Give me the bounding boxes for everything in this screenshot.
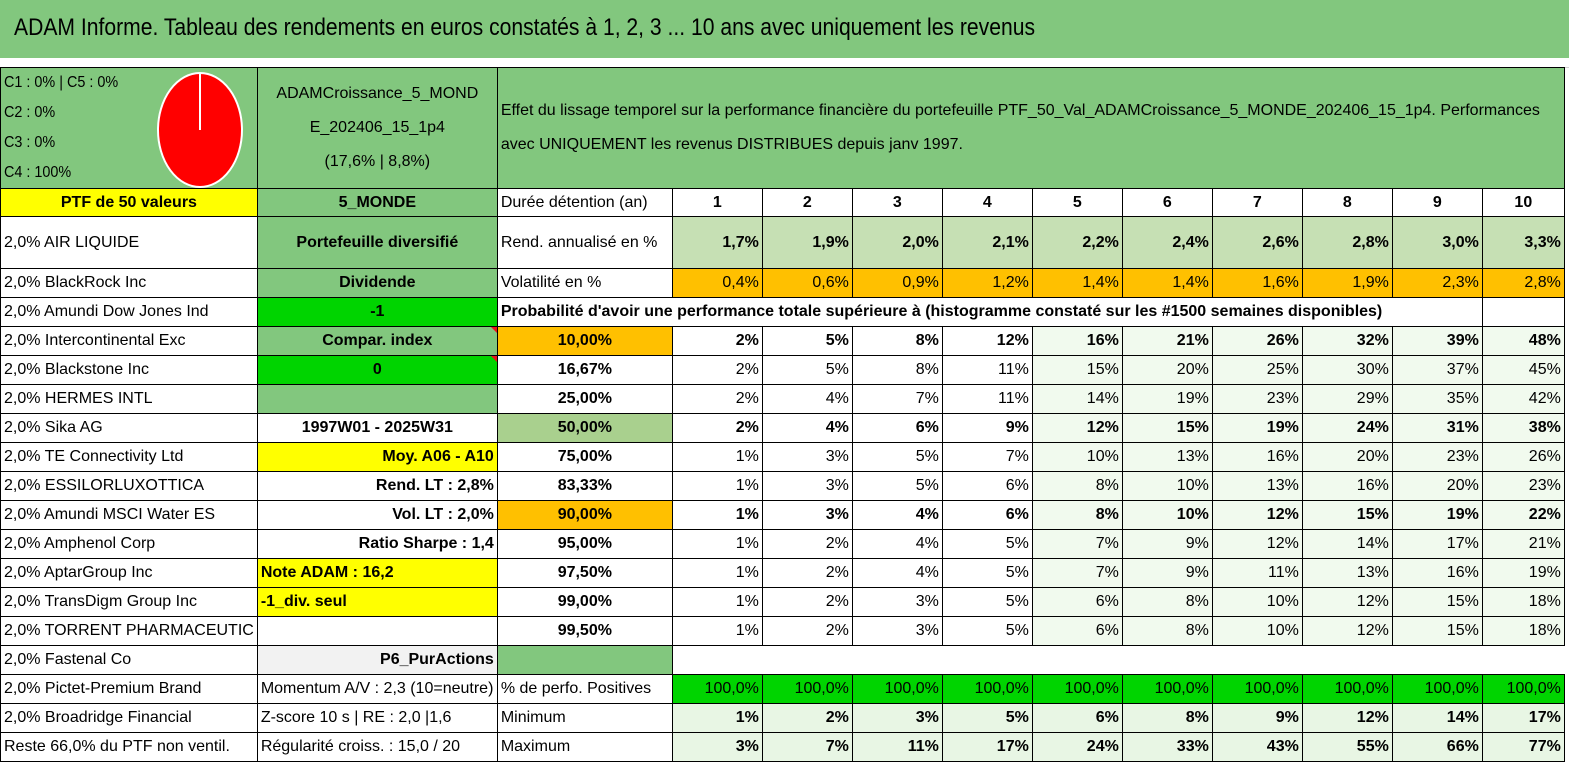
info-dividend-value: -1 (257, 298, 497, 327)
proba-value: 9% (1122, 559, 1212, 588)
positive-value: 100,0% (1212, 675, 1302, 704)
holding-name: 2,0% Pictet-Premium Brand (1, 675, 258, 704)
proba-value: 4% (852, 501, 942, 530)
positive-value: 100,0% (942, 675, 1032, 704)
proba-value: 10% (1212, 617, 1302, 646)
table-row (1, 501, 1565, 530)
proba-value: 3% (762, 501, 852, 530)
proba-value: 8% (852, 327, 942, 356)
info-momentum: Momentum A/V : 2,3 (10=neutre) (257, 675, 497, 704)
strategy-line: ADAMCroissance_5_MOND (276, 85, 479, 102)
table-row (1, 472, 1565, 501)
proba-value: 10% (1032, 443, 1122, 472)
holding-name: 2,0% AptarGroup Inc (1, 559, 258, 588)
proba-value: 13% (1122, 443, 1212, 472)
proba-value: 1% (672, 559, 762, 588)
proba-value: 5% (942, 617, 1032, 646)
empty-green-cell (497, 646, 672, 675)
proba-value: 17% (1392, 530, 1482, 559)
proba-value: 30% (1302, 356, 1392, 385)
proba-value: 48% (1482, 327, 1564, 356)
strategy-line: (17,6% | 8,8%) (324, 153, 431, 170)
proba-value: 26% (1482, 443, 1564, 472)
holding-name: 2,0% Amundi Dow Jones Ind (1, 298, 258, 327)
proba-value: 1% (672, 501, 762, 530)
report-title-bar (0, 0, 1569, 62)
proba-value: 12% (942, 327, 1032, 356)
proba-value: 6% (1032, 588, 1122, 617)
positive-value: 100,0% (1122, 675, 1212, 704)
info-compar: Compar. index (257, 327, 497, 356)
rend-value: 1,7% (672, 217, 762, 269)
vol-value: 2,3% (1392, 269, 1482, 298)
table-row (1, 733, 1565, 762)
table-row (1, 217, 1565, 269)
proba-value: 6% (942, 501, 1032, 530)
proba-value: 31% (1392, 414, 1482, 443)
min-value: 1% (672, 704, 762, 733)
proba-value: 2% (672, 414, 762, 443)
proba-value: 4% (852, 530, 942, 559)
proba-value: 42% (1482, 385, 1564, 414)
min-label: Minimum (497, 704, 672, 733)
proba-value: 5% (942, 530, 1032, 559)
table-row (1, 646, 1565, 675)
proba-threshold: 95,00% (497, 530, 672, 559)
max-value: 43% (1212, 733, 1302, 762)
holding-name: 2,0% TransDigm Group Inc (1, 588, 258, 617)
proba-value: 10% (1122, 472, 1212, 501)
proba-value: 3% (852, 588, 942, 617)
proba-value: 14% (1032, 385, 1122, 414)
proba-value: 2% (762, 559, 852, 588)
min-value: 17% (1482, 704, 1564, 733)
proba-value: 18% (1482, 617, 1564, 646)
rend-value: 2,0% (852, 217, 942, 269)
proba-value: 8% (1122, 588, 1212, 617)
info-period: 1997W01 - 2025W31 (257, 414, 497, 443)
allocation-line: C4 : 100% (4, 164, 72, 181)
proba-value: 15% (1122, 414, 1212, 443)
proba-value: 5% (852, 472, 942, 501)
table-row (1, 414, 1565, 443)
year-header: 6 (1122, 189, 1212, 217)
vol-value: 0,4% (672, 269, 762, 298)
allocation-line: C3 : 0% (4, 134, 56, 151)
proba-value: 11% (942, 356, 1032, 385)
rend-value: 1,9% (762, 217, 852, 269)
vol-value: 1,4% (1032, 269, 1122, 298)
rend-label: Rend. annualisé en % (497, 217, 672, 269)
holding-name: 2,0% Amundi MSCI Water ES (1, 501, 258, 530)
info-empty (257, 617, 497, 646)
rend-value: 2,6% (1212, 217, 1302, 269)
holding-name: 2,0% Intercontinental Exc (1, 327, 258, 356)
max-label: Maximum (497, 733, 672, 762)
proba-value: 21% (1122, 327, 1212, 356)
info-rend-lt: Rend. LT : 2,8% (257, 472, 497, 501)
info-diversified: Portefeuille diversifié (257, 217, 497, 269)
proba-threshold: 50,00% (497, 414, 672, 443)
info-note: Note ADAM : 16,2 (257, 559, 497, 588)
proba-value: 13% (1212, 472, 1302, 501)
header-row (1, 68, 1565, 189)
proba-value: 3% (852, 617, 942, 646)
allocation-line: C2 : 0% (4, 104, 56, 121)
max-value: 7% (762, 733, 852, 762)
holding-name: 2,0% TE Connectivity Ltd (1, 443, 258, 472)
year-header: 10 (1482, 189, 1564, 217)
proba-value: 26% (1212, 327, 1302, 356)
proba-value: 14% (1302, 530, 1392, 559)
proba-value: 23% (1392, 443, 1482, 472)
proba-value: 5% (852, 443, 942, 472)
proba-value: 2% (762, 588, 852, 617)
proba-value: 5% (762, 356, 852, 385)
column-header-row (1, 189, 1565, 217)
min-value: 14% (1392, 704, 1482, 733)
table-row (1, 617, 1565, 646)
year-header: 5 (1032, 189, 1122, 217)
min-value: 8% (1122, 704, 1212, 733)
proba-value: 1% (672, 617, 762, 646)
proba-value: 20% (1302, 443, 1392, 472)
proba-value: 13% (1302, 559, 1392, 588)
proba-value: 7% (1032, 530, 1122, 559)
holding-name: 2,0% BlackRock Inc (1, 269, 258, 298)
rend-value: 2,4% (1122, 217, 1212, 269)
table-row (1, 443, 1565, 472)
proba-value: 1% (672, 443, 762, 472)
vol-value: 1,6% (1212, 269, 1302, 298)
empty-cell (1482, 298, 1564, 327)
max-value: 17% (942, 733, 1032, 762)
max-value: 11% (852, 733, 942, 762)
proba-value: 35% (1392, 385, 1482, 414)
max-value: 55% (1302, 733, 1392, 762)
duration-header: Durée détention (an) (497, 189, 672, 217)
zone-header: 5_MONDE (257, 189, 497, 217)
proba-value: 37% (1392, 356, 1482, 385)
proba-value: 12% (1032, 414, 1122, 443)
holding-name: 2,0% AIR LIQUIDE (1, 217, 258, 269)
description-cell: Effet du lissage temporel sur la performance financière du portefeuille PTF_50_Val_ADAMCroissance_5_MONDE_202406_15_1p4. Performances avec UNIQUEMENT les revenus DISTRIBUES depuis janv 1997. (497, 68, 1564, 189)
positive-value: 100,0% (672, 675, 762, 704)
info-div-seul: -1_div. seul (257, 588, 497, 617)
allocation-pie-chart (157, 71, 243, 189)
proba-value: 11% (1212, 559, 1302, 588)
proba-value: 12% (1212, 530, 1302, 559)
report-title: ADAM Informe. Tableau des rendements en euros constatés à 1, 2, 3 ... 10 ans avec uniquement les revenus (14, 14, 1036, 41)
year-header: 7 (1212, 189, 1302, 217)
holding-name: 2,0% ESSILORLUXOTTICA (1, 472, 258, 501)
proba-value: 12% (1302, 588, 1392, 617)
allocation-line: C1 : 0% | C5 : 0% (4, 74, 119, 91)
info-p6: P6_PurActions (257, 646, 497, 675)
positive-value: 100,0% (762, 675, 852, 704)
proba-value: 9% (942, 414, 1032, 443)
proba-value: 19% (1392, 501, 1482, 530)
proba-value: 4% (762, 385, 852, 414)
info-dividend: Dividende (257, 269, 497, 298)
rend-value: 3,0% (1392, 217, 1482, 269)
proba-value: 21% (1482, 530, 1564, 559)
proba-threshold: 25,00% (497, 385, 672, 414)
max-value: 77% (1482, 733, 1564, 762)
proba-value: 8% (1122, 617, 1212, 646)
holding-name: 2,0% TORRENT PHARMACEUTIC (1, 617, 258, 646)
proba-value: 7% (852, 385, 942, 414)
positive-value: 100,0% (852, 675, 942, 704)
holding-name: 2,0% Amphenol Corp (1, 530, 258, 559)
proba-value: 45% (1482, 356, 1564, 385)
proba-threshold: 97,50% (497, 559, 672, 588)
proba-value: 2% (762, 617, 852, 646)
proba-value: 19% (1482, 559, 1564, 588)
year-header: 2 (762, 189, 852, 217)
vol-value: 1,9% (1302, 269, 1392, 298)
table-row (1, 269, 1565, 298)
proba-value: 12% (1302, 617, 1392, 646)
rend-value: 3,3% (1482, 217, 1564, 269)
proba-value: 6% (942, 472, 1032, 501)
year-header: 8 (1302, 189, 1392, 217)
proba-value: 18% (1482, 588, 1564, 617)
vol-value: 0,9% (852, 269, 942, 298)
max-value: 24% (1032, 733, 1122, 762)
proba-value: 16% (1302, 472, 1392, 501)
min-value: 5% (942, 704, 1032, 733)
info-zscore: Z-score 10 s | RE : 2,0 |1,6 (257, 704, 497, 733)
proba-threshold: 16,67% (497, 356, 672, 385)
holding-name: 2,0% Blackstone Inc (1, 356, 258, 385)
proba-value: 1% (672, 530, 762, 559)
positive-value: 100,0% (1392, 675, 1482, 704)
proba-value: 6% (1032, 617, 1122, 646)
holding-name: 2,0% Fastenal Co (1, 646, 258, 675)
table-row (1, 385, 1565, 414)
table-row (1, 675, 1565, 704)
proba-value: 12% (1212, 501, 1302, 530)
info-empty (257, 385, 497, 414)
ptf-header: PTF de 50 valeurs (1, 189, 258, 217)
positive-value: 100,0% (1482, 675, 1564, 704)
max-value: 3% (672, 733, 762, 762)
proba-value: 3% (762, 472, 852, 501)
proba-value: 1% (672, 472, 762, 501)
min-value: 12% (1302, 704, 1392, 733)
proba-value: 39% (1392, 327, 1482, 356)
info-sharpe: Ratio Sharpe : 1,4 (257, 530, 497, 559)
proba-value: 7% (1032, 559, 1122, 588)
proba-threshold: 99,00% (497, 588, 672, 617)
proba-value: 15% (1032, 356, 1122, 385)
table-row (1, 559, 1565, 588)
positive-value: 100,0% (1032, 675, 1122, 704)
vol-value: 1,4% (1122, 269, 1212, 298)
proba-value: 29% (1302, 385, 1392, 414)
proba-value: 15% (1392, 617, 1482, 646)
proba-value: 16% (1032, 327, 1122, 356)
table-row (1, 356, 1565, 385)
proba-value: 10% (1212, 588, 1302, 617)
vol-label: Volatilité en % (497, 269, 672, 298)
min-value: 9% (1212, 704, 1302, 733)
vol-value: 0,6% (762, 269, 852, 298)
proba-value: 19% (1122, 385, 1212, 414)
min-value: 2% (762, 704, 852, 733)
proba-value: 16% (1392, 559, 1482, 588)
proba-value: 22% (1482, 501, 1564, 530)
holding-name: 2,0% Broadridge Financial (1, 704, 258, 733)
proba-title: Probabilité d'avoir une performance totale supérieure à (histogramme constaté sur les #1500 semaines disponibles) (497, 298, 1482, 327)
strategy-line: E_202406_15_1p4 (309, 119, 445, 136)
proba-value: 5% (942, 559, 1032, 588)
rend-value: 2,1% (942, 217, 1032, 269)
vol-value: 2,8% (1482, 269, 1564, 298)
proba-value: 4% (852, 559, 942, 588)
proba-value: 5% (762, 327, 852, 356)
proba-value: 10% (1122, 501, 1212, 530)
proba-value: 16% (1212, 443, 1302, 472)
max-value: 33% (1122, 733, 1212, 762)
table-row (1, 298, 1565, 327)
year-header: 1 (672, 189, 762, 217)
year-header: 9 (1392, 189, 1482, 217)
holding-name: 2,0% Sika AG (1, 414, 258, 443)
proba-value: 15% (1302, 501, 1392, 530)
info-compar-value: 0 (257, 356, 497, 385)
proba-value: 25% (1212, 356, 1302, 385)
proba-value: 19% (1212, 414, 1302, 443)
proba-value: 2% (762, 530, 852, 559)
min-value: 6% (1032, 704, 1122, 733)
proba-value: 8% (1032, 472, 1122, 501)
performance-table (0, 67, 1565, 762)
proba-value: 38% (1482, 414, 1564, 443)
year-header: 4 (942, 189, 1032, 217)
proba-value: 20% (1122, 356, 1212, 385)
proba-value: 23% (1482, 472, 1564, 501)
proba-value: 20% (1392, 472, 1482, 501)
proba-value: 8% (1032, 501, 1122, 530)
table-row (1, 588, 1565, 617)
allocation-cell (1, 68, 258, 189)
proba-value: 15% (1392, 588, 1482, 617)
strategy-cell (257, 68, 497, 189)
proba-value: 3% (762, 443, 852, 472)
proba-value: 24% (1302, 414, 1392, 443)
proba-threshold: 90,00% (497, 501, 672, 530)
info-vol-lt: Vol. LT : 2,0% (257, 501, 497, 530)
proba-value: 4% (762, 414, 852, 443)
table-row (1, 704, 1565, 733)
proba-threshold: 83,33% (497, 472, 672, 501)
info-regularite: Régularité croiss. : 15,0 / 20 (257, 733, 497, 762)
holding-name: Reste 66,0% du PTF non ventil. (1, 733, 258, 762)
proba-value: 5% (942, 588, 1032, 617)
max-value: 66% (1392, 733, 1482, 762)
table-row (1, 530, 1565, 559)
proba-value: 1% (672, 588, 762, 617)
rend-value: 2,2% (1032, 217, 1122, 269)
proba-value: 32% (1302, 327, 1392, 356)
info-moy: Moy. A06 - A10 (257, 443, 497, 472)
year-header: 3 (852, 189, 942, 217)
proba-threshold: 75,00% (497, 443, 672, 472)
table-row (1, 327, 1565, 356)
proba-value: 2% (672, 327, 762, 356)
proba-value: 2% (672, 356, 762, 385)
proba-value: 7% (942, 443, 1032, 472)
proba-threshold: 10,00% (497, 327, 672, 356)
rend-value: 2,8% (1302, 217, 1392, 269)
positive-value: 100,0% (1302, 675, 1392, 704)
proba-value: 2% (672, 385, 762, 414)
proba-value: 23% (1212, 385, 1302, 414)
min-value: 3% (852, 704, 942, 733)
proba-value: 11% (942, 385, 1032, 414)
empty-cell (672, 646, 1564, 675)
proba-value: 9% (1122, 530, 1212, 559)
proba-value: 6% (852, 414, 942, 443)
positive-label: % de perfo. Positives (497, 675, 672, 704)
proba-value: 8% (852, 356, 942, 385)
vol-value: 1,2% (942, 269, 1032, 298)
holding-name: 2,0% HERMES INTL (1, 385, 258, 414)
proba-threshold: 99,50% (497, 617, 672, 646)
